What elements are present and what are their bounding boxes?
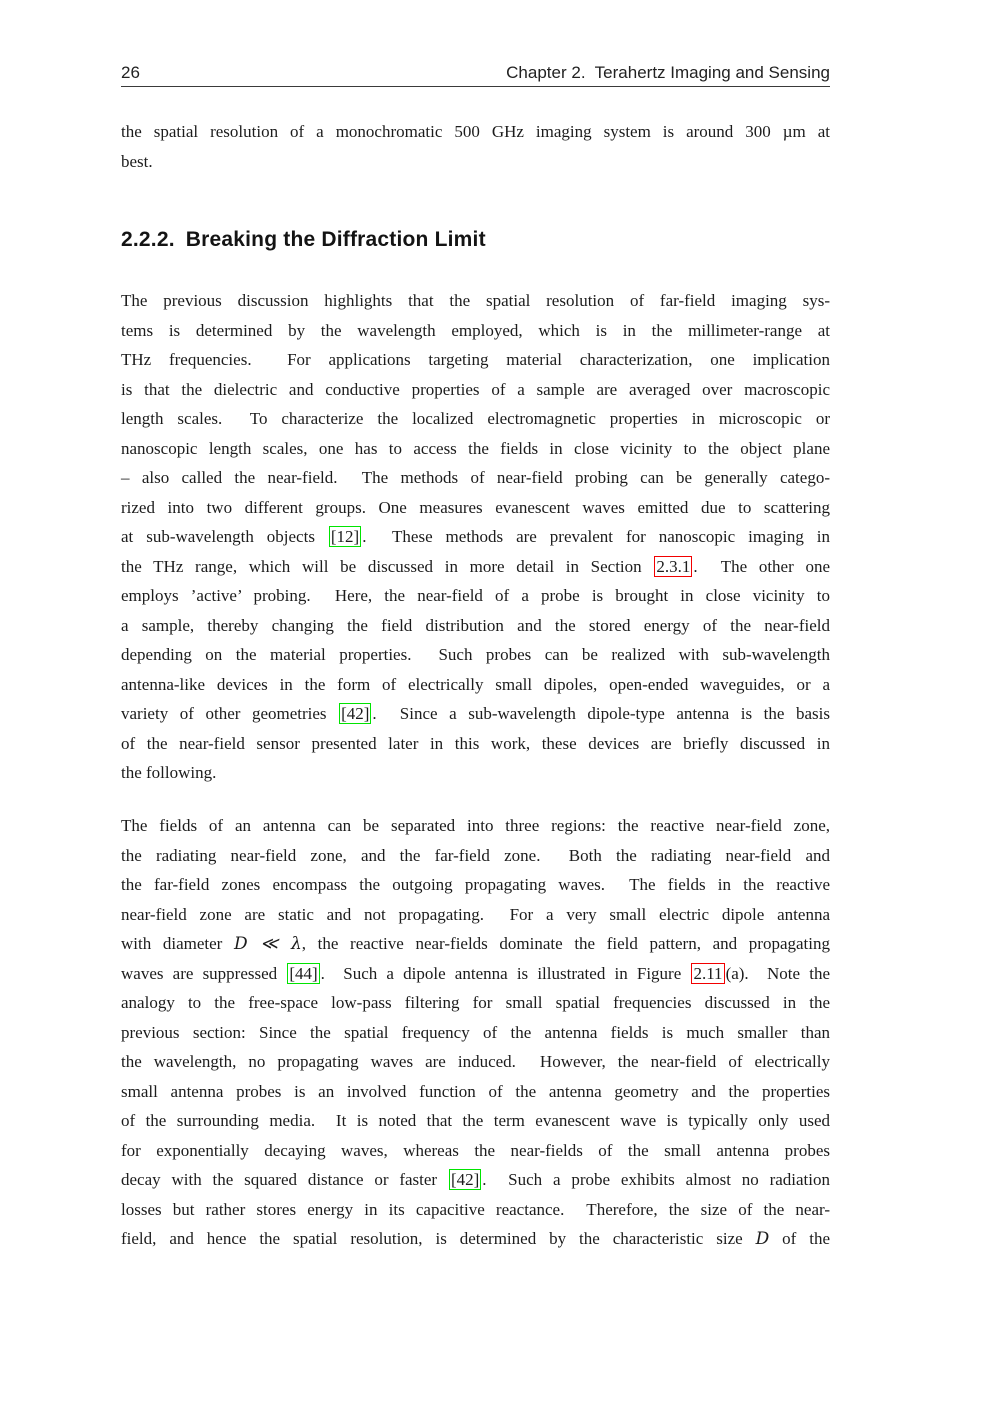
text-line: the spatial resolution of a monochromatic 500 GHz imaging system is around 300 µm at: [121, 122, 830, 141]
math-inline: D ≪ λ: [233, 934, 302, 954]
text-line: field, and hence the spatial resolution, is determined by the characteristic size D of the: [121, 1229, 830, 1249]
text-line: decay with the squared distance or faster [42] . Such a probe exhibits almost no radiation: [121, 1170, 831, 1189]
paragraph-antenna-field-regions: [121, 811, 830, 1254]
math-inline: D: [755, 1229, 770, 1249]
text-line: waves are suppressed [44] . Such a dipole antenna is illustrated in Figure 2.11 (a). Note the: [121, 963, 830, 983]
text-line: of the near-field sensor presented later in this work, these devices are briefly discussed in: [121, 733, 830, 753]
text-line: length scales. To characterize the localized electromagnetic properties in microscopic or: [121, 409, 830, 428]
text-line: antenna-like devices in the form of electrically small dipoles, open-ended waveguides, or a: [121, 674, 830, 694]
text-line: of the surrounding media. It is noted that the term evanescent wave is typically only used: [121, 1111, 830, 1130]
cross-reference-link[interactable]: 2.3.1: [656, 556, 691, 576]
text-line: the far-field zones encompass the outgoing propagating waves. The fields in the reactive: [121, 875, 830, 894]
text-line: with diameter D ≪ λ, the reactive near-fields dominate the field pattern, and propagating: [121, 934, 830, 954]
text-line: the radiating near-field zone, and the far-field zone. Both the radiating near-field and: [121, 845, 830, 865]
text-line: near-field zone are static and not propagating. For a very small electric dipole antenna: [121, 904, 830, 924]
citation-link[interactable]: [12]: [330, 527, 360, 546]
text-line: the THz range, which will be discussed in more detail in Section 2.3.1 . The other one: [121, 556, 830, 576]
text-line: small antenna probes is an involved function of the antenna geometry and the properties: [121, 1081, 830, 1101]
text-line: losses but rather stores energy in its capacitive reactance. Therefore, the size of the near-: [121, 1199, 830, 1219]
text-line: tems is determined by the wavelength employed, which is in the millimeter-range at: [121, 320, 830, 340]
text-line: nanoscopic length scales, one has to access the fields in close vicinity to the object plane: [121, 438, 830, 458]
text-line: a sample, thereby changing the field distribution and the stored energy of the near-field: [121, 615, 830, 635]
text-line: the wavelength, no propagating waves are induced. However, the near-field of electrically: [121, 1052, 830, 1071]
text-line: employs ’active’ probing. Here, the near-field of a probe is brought in close vicinity to: [121, 586, 830, 605]
section-heading: [121, 228, 830, 252]
running-header: [121, 61, 830, 87]
text-line: variety of other geometries [42] . Since a sub-wavelength dipole-type antenna is the basis: [121, 704, 830, 723]
text-line: THz frequencies. For applications targeting material characterization, one implication: [121, 350, 830, 369]
section-title: Breaking the Diffraction Limit: [185, 228, 486, 251]
text-line: for exponentially decaying waves, whereas the near-fields of the small antenna probes: [121, 1140, 830, 1160]
paragraph-intro-continuation: [121, 117, 830, 176]
text-line: – also called the near-field. The methods of near-field probing can be generally catego-: [121, 468, 830, 487]
text-line: The fields of an antenna can be separated into three regions: the reactive near-field zone,: [121, 816, 830, 835]
text-line: analogy to the free-space low-pass filtering for small spatial frequencies discussed in the: [121, 993, 830, 1012]
running-header-title: Chapter 2. Terahertz Imaging and Sensing: [506, 63, 830, 82]
cross-reference-link[interactable]: 2.11: [693, 963, 723, 983]
text-line: best.: [121, 151, 153, 171]
citation-link[interactable]: [44]: [289, 963, 318, 983]
citation-link[interactable]: [42]: [450, 1170, 480, 1189]
citation-link[interactable]: [42]: [341, 704, 370, 723]
text-line: previous section: Since the spatial frequency of the antenna fields is much smaller than: [121, 1022, 830, 1042]
text-line: The previous discussion highlights that the spatial resolution of far-field imaging sys-: [121, 291, 830, 310]
text-line: is that the dielectric and conductive properties of a sample are averaged over macroscopic: [121, 379, 830, 399]
text-line: depending on the material properties. Such probes can be realized with sub-wavelength: [121, 645, 830, 664]
text-line: at sub-wavelength objects [12] . These methods are prevalent for nanoscopic imaging in: [121, 527, 831, 546]
page-number: 26: [121, 63, 140, 82]
text-line: rized into two different groups. One measures evanescent waves emitted due to scattering: [121, 497, 830, 517]
paragraph-near-field-probing: [121, 286, 830, 788]
section-number: 2.2.2.: [121, 228, 175, 251]
text-line: the following.: [121, 763, 217, 782]
